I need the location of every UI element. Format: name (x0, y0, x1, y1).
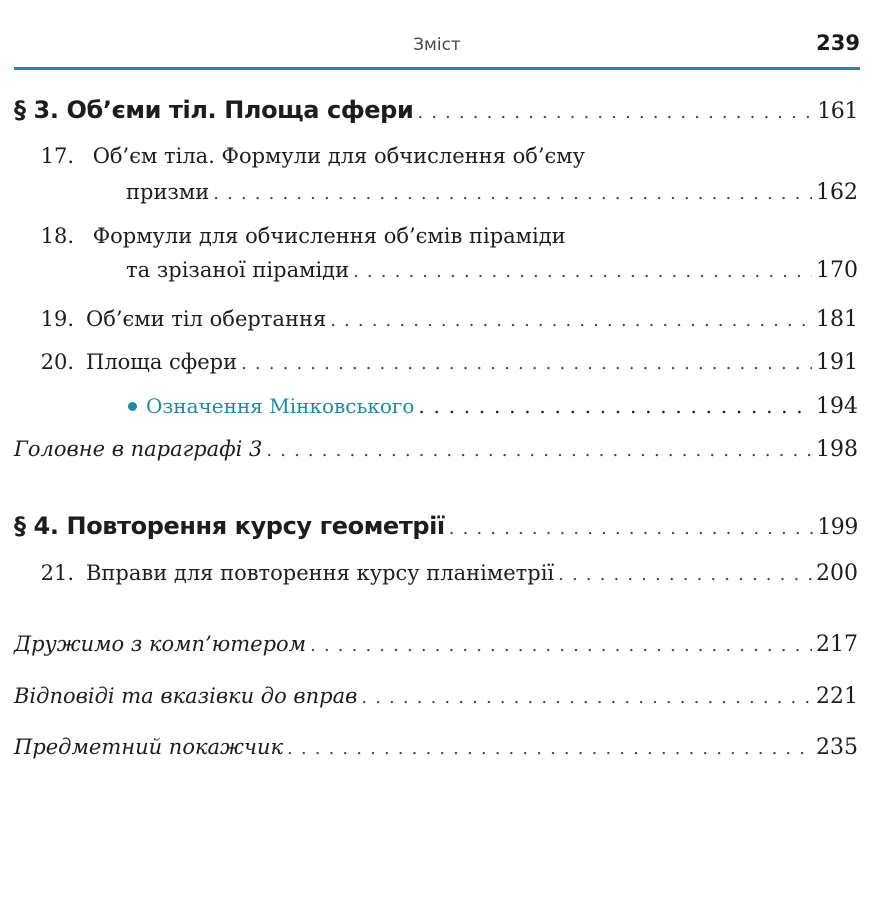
toc-item-title: Предметний покажчик (14, 735, 284, 759)
toc-item-17-line1[interactable] (14, 144, 585, 168)
toc-section-3[interactable] (14, 96, 858, 124)
toc-leader (330, 310, 812, 331)
toc-item-18[interactable] (126, 258, 858, 283)
toc-leader (310, 635, 812, 656)
toc-item-title-cont: призми (126, 180, 210, 204)
toc-item-title: Відповіді та вказівки до вправ (14, 684, 358, 708)
toc-leader (361, 687, 812, 708)
toc-item-minkowski[interactable] (128, 394, 858, 419)
toc-computer[interactable] (14, 632, 858, 657)
toc-leader (241, 353, 812, 374)
toc-page-number: 200 (816, 561, 858, 586)
toc-leader (449, 518, 813, 539)
toc-page-number: 162 (816, 180, 858, 205)
toc-item-number: 20. (40, 350, 74, 374)
toc-index[interactable] (14, 735, 858, 760)
toc-page-number: 161 (817, 99, 858, 124)
toc-item-title: Об’єми тіл обертання (86, 307, 327, 331)
toc-page-number: 170 (816, 258, 858, 283)
header-title: Зміст (413, 35, 461, 55)
toc-section-4[interactable] (14, 512, 858, 540)
toc-item-title: Формули для обчислення об’ємів піраміди (92, 224, 566, 248)
toc-answers[interactable] (14, 684, 858, 709)
toc-leader (417, 102, 813, 123)
toc-summary-3[interactable] (14, 437, 858, 462)
bullet-icon (128, 402, 137, 411)
toc-page-number: 198 (816, 437, 858, 462)
header-divider (14, 67, 860, 70)
header-page-number: 239 (816, 31, 860, 55)
toc-page-number: 217 (816, 632, 858, 657)
toc-item-title: Головне в параграфі 3 (14, 437, 263, 461)
toc-item-title: Площа сфери (86, 350, 238, 374)
toc-leader (353, 261, 812, 282)
toc-page-number: 194 (816, 394, 858, 419)
toc-item-20[interactable] (14, 350, 858, 375)
toc-item-19[interactable] (14, 307, 858, 332)
toc-item-title: Об’єм тіла. Формули для обчислення об’єму (92, 144, 585, 168)
toc-page-number: 181 (816, 307, 858, 332)
toc-item-title: Дружимо з комп’ютером (14, 632, 307, 656)
toc-page-number: 191 (816, 350, 858, 375)
toc-item-number: 21. (40, 561, 74, 585)
toc-item-number: 17. (40, 144, 74, 168)
toc-item-title: Вправи для повторення курсу планіметрії (86, 561, 555, 585)
toc-leader (266, 440, 812, 461)
toc-item-18-line1[interactable] (14, 224, 566, 248)
page-header (14, 28, 860, 68)
toc-leader (418, 394, 812, 418)
toc-item-number: 18. (40, 224, 74, 248)
toc-item-21[interactable] (14, 561, 858, 586)
toc-page-number: 235 (816, 735, 858, 760)
toc-leader (213, 183, 812, 204)
toc-section-title: § 3. Об’єми тіл. Площа сфери (14, 96, 414, 124)
toc-page-number: 199 (817, 515, 858, 540)
toc-item-title-cont: та зрізаної піраміди (126, 258, 350, 282)
toc-item-number: 19. (40, 307, 74, 331)
toc-page-number: 221 (816, 684, 858, 709)
toc-item-17[interactable] (126, 180, 858, 205)
toc-section-title: § 4. Повторення курсу геометрії (14, 512, 445, 540)
toc-leader (558, 564, 812, 585)
toc-leader (287, 738, 812, 759)
toc-item-title: Означення Мінковського (146, 394, 415, 418)
